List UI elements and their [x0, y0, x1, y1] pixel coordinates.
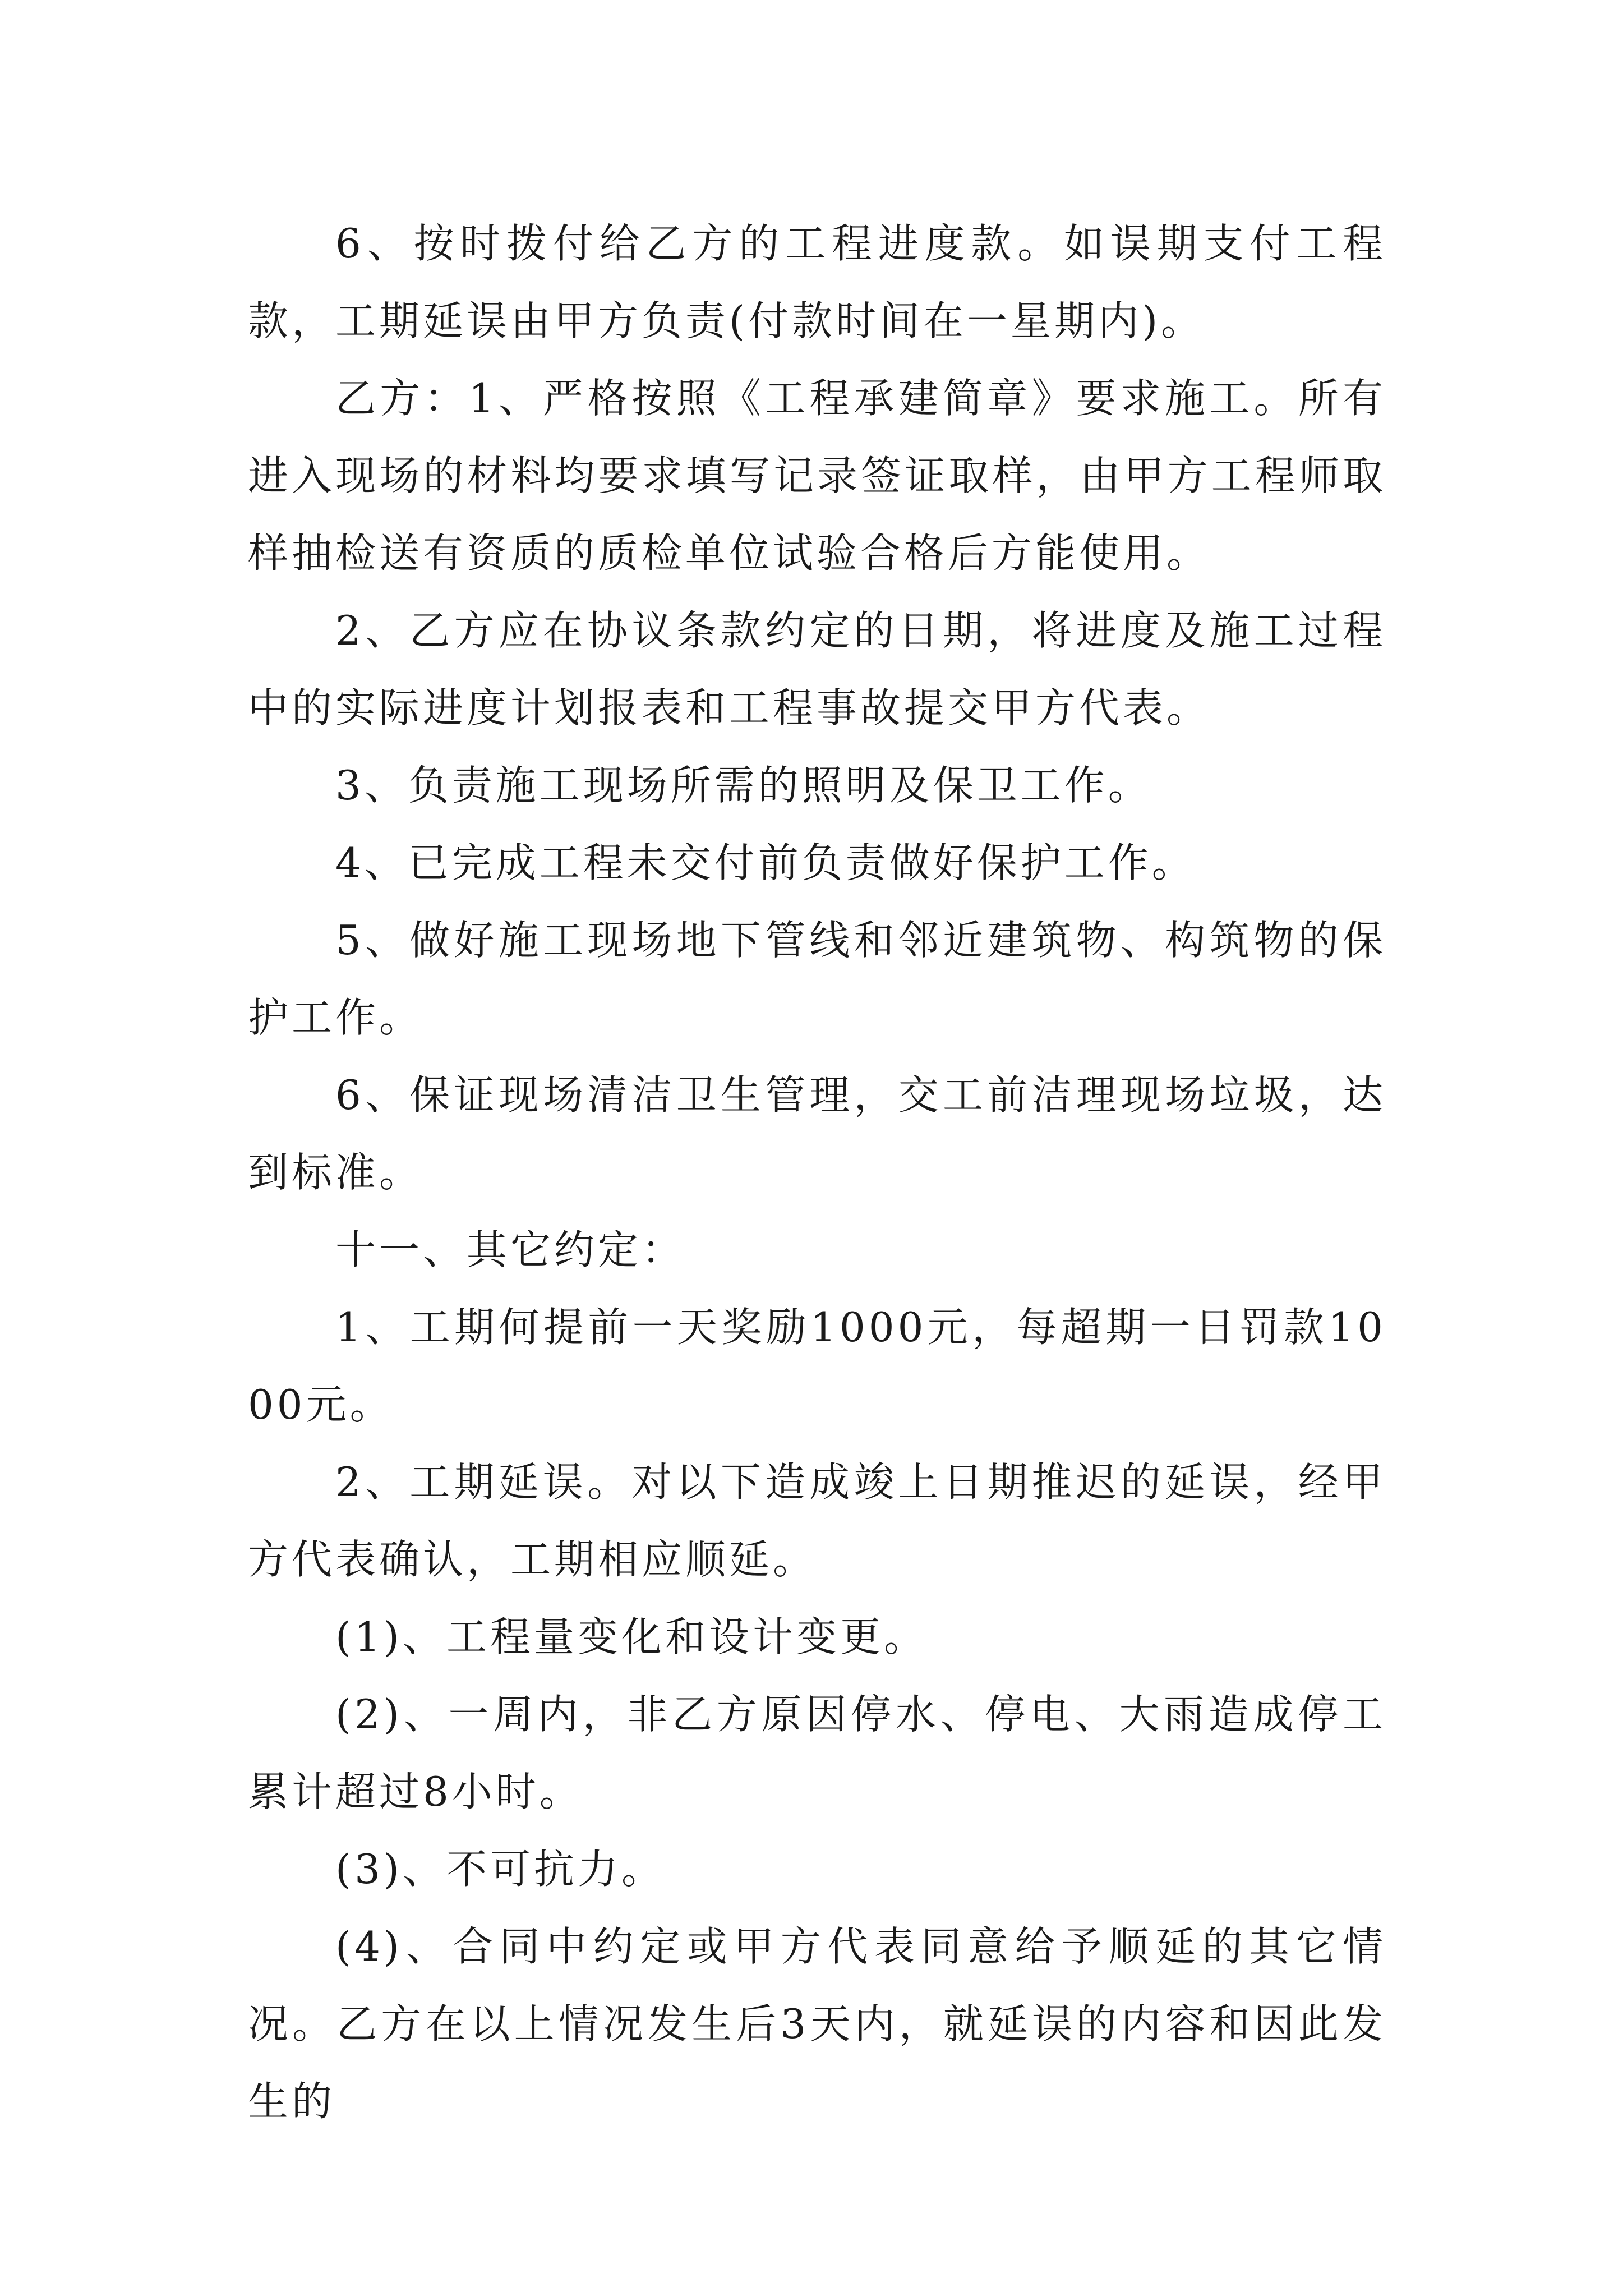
paragraph: (4)、合同中约定或甲方代表同意给予顺延的其它情况。乙方在以上情况发生后3天内，就延误的内容和因此发生的 [248, 1923, 1386, 2125]
paragraph: 6、保证现场清洁卫生管理，交工前洁理现场垃圾，达到标准。 [248, 1071, 1386, 1196]
paragraph: 1、工期何提前一天奖励1000元，每超期一日罚款1000元。 [248, 1304, 1386, 1428]
paragraph: 5、做好施工现场地下管线和邻近建筑物、构筑物的保护工作。 [248, 917, 1386, 1041]
paragraph: 乙方：1、严格按照《工程承建简章》要求施工。所有进入现场的材料均要求填写记录签证取样，由甲方工程师取样抽检送有资质的质检单位试验合格后方能使用。 [248, 375, 1386, 577]
section-heading: 十一、其它约定： [335, 1226, 686, 1273]
paragraph: 3、负责施工现场所需的照明及保卫工作。 [335, 762, 1152, 809]
paragraph: 2、乙方应在协议条款约定的日期，将进度及施工过程中的实际进度计划报表和工程事故提交甲方代表。 [248, 607, 1386, 731]
paragraph: 2、工期延误。对以下造成竣上日期推迟的延误，经甲方代表确认，工期相应顺延。 [248, 1458, 1386, 1583]
paragraph: (3)、不可抗力。 [335, 1846, 665, 1893]
document-body [248, 205, 1386, 2140]
paragraph: 4、已完成工程未交付前负责做好保护工作。 [335, 839, 1196, 886]
paragraph: (2)、一周内，非乙方原因停水、停电、大雨造成停工累计超过8小时。 [248, 1691, 1386, 1815]
paragraph: 6、按时拨付给乙方的工程进度款。如误期支付工程款，工期延误由甲方负责(付款时间在一星期内)。 [248, 220, 1386, 344]
paragraph: (1)、工程量变化和设计变更。 [335, 1613, 928, 1660]
